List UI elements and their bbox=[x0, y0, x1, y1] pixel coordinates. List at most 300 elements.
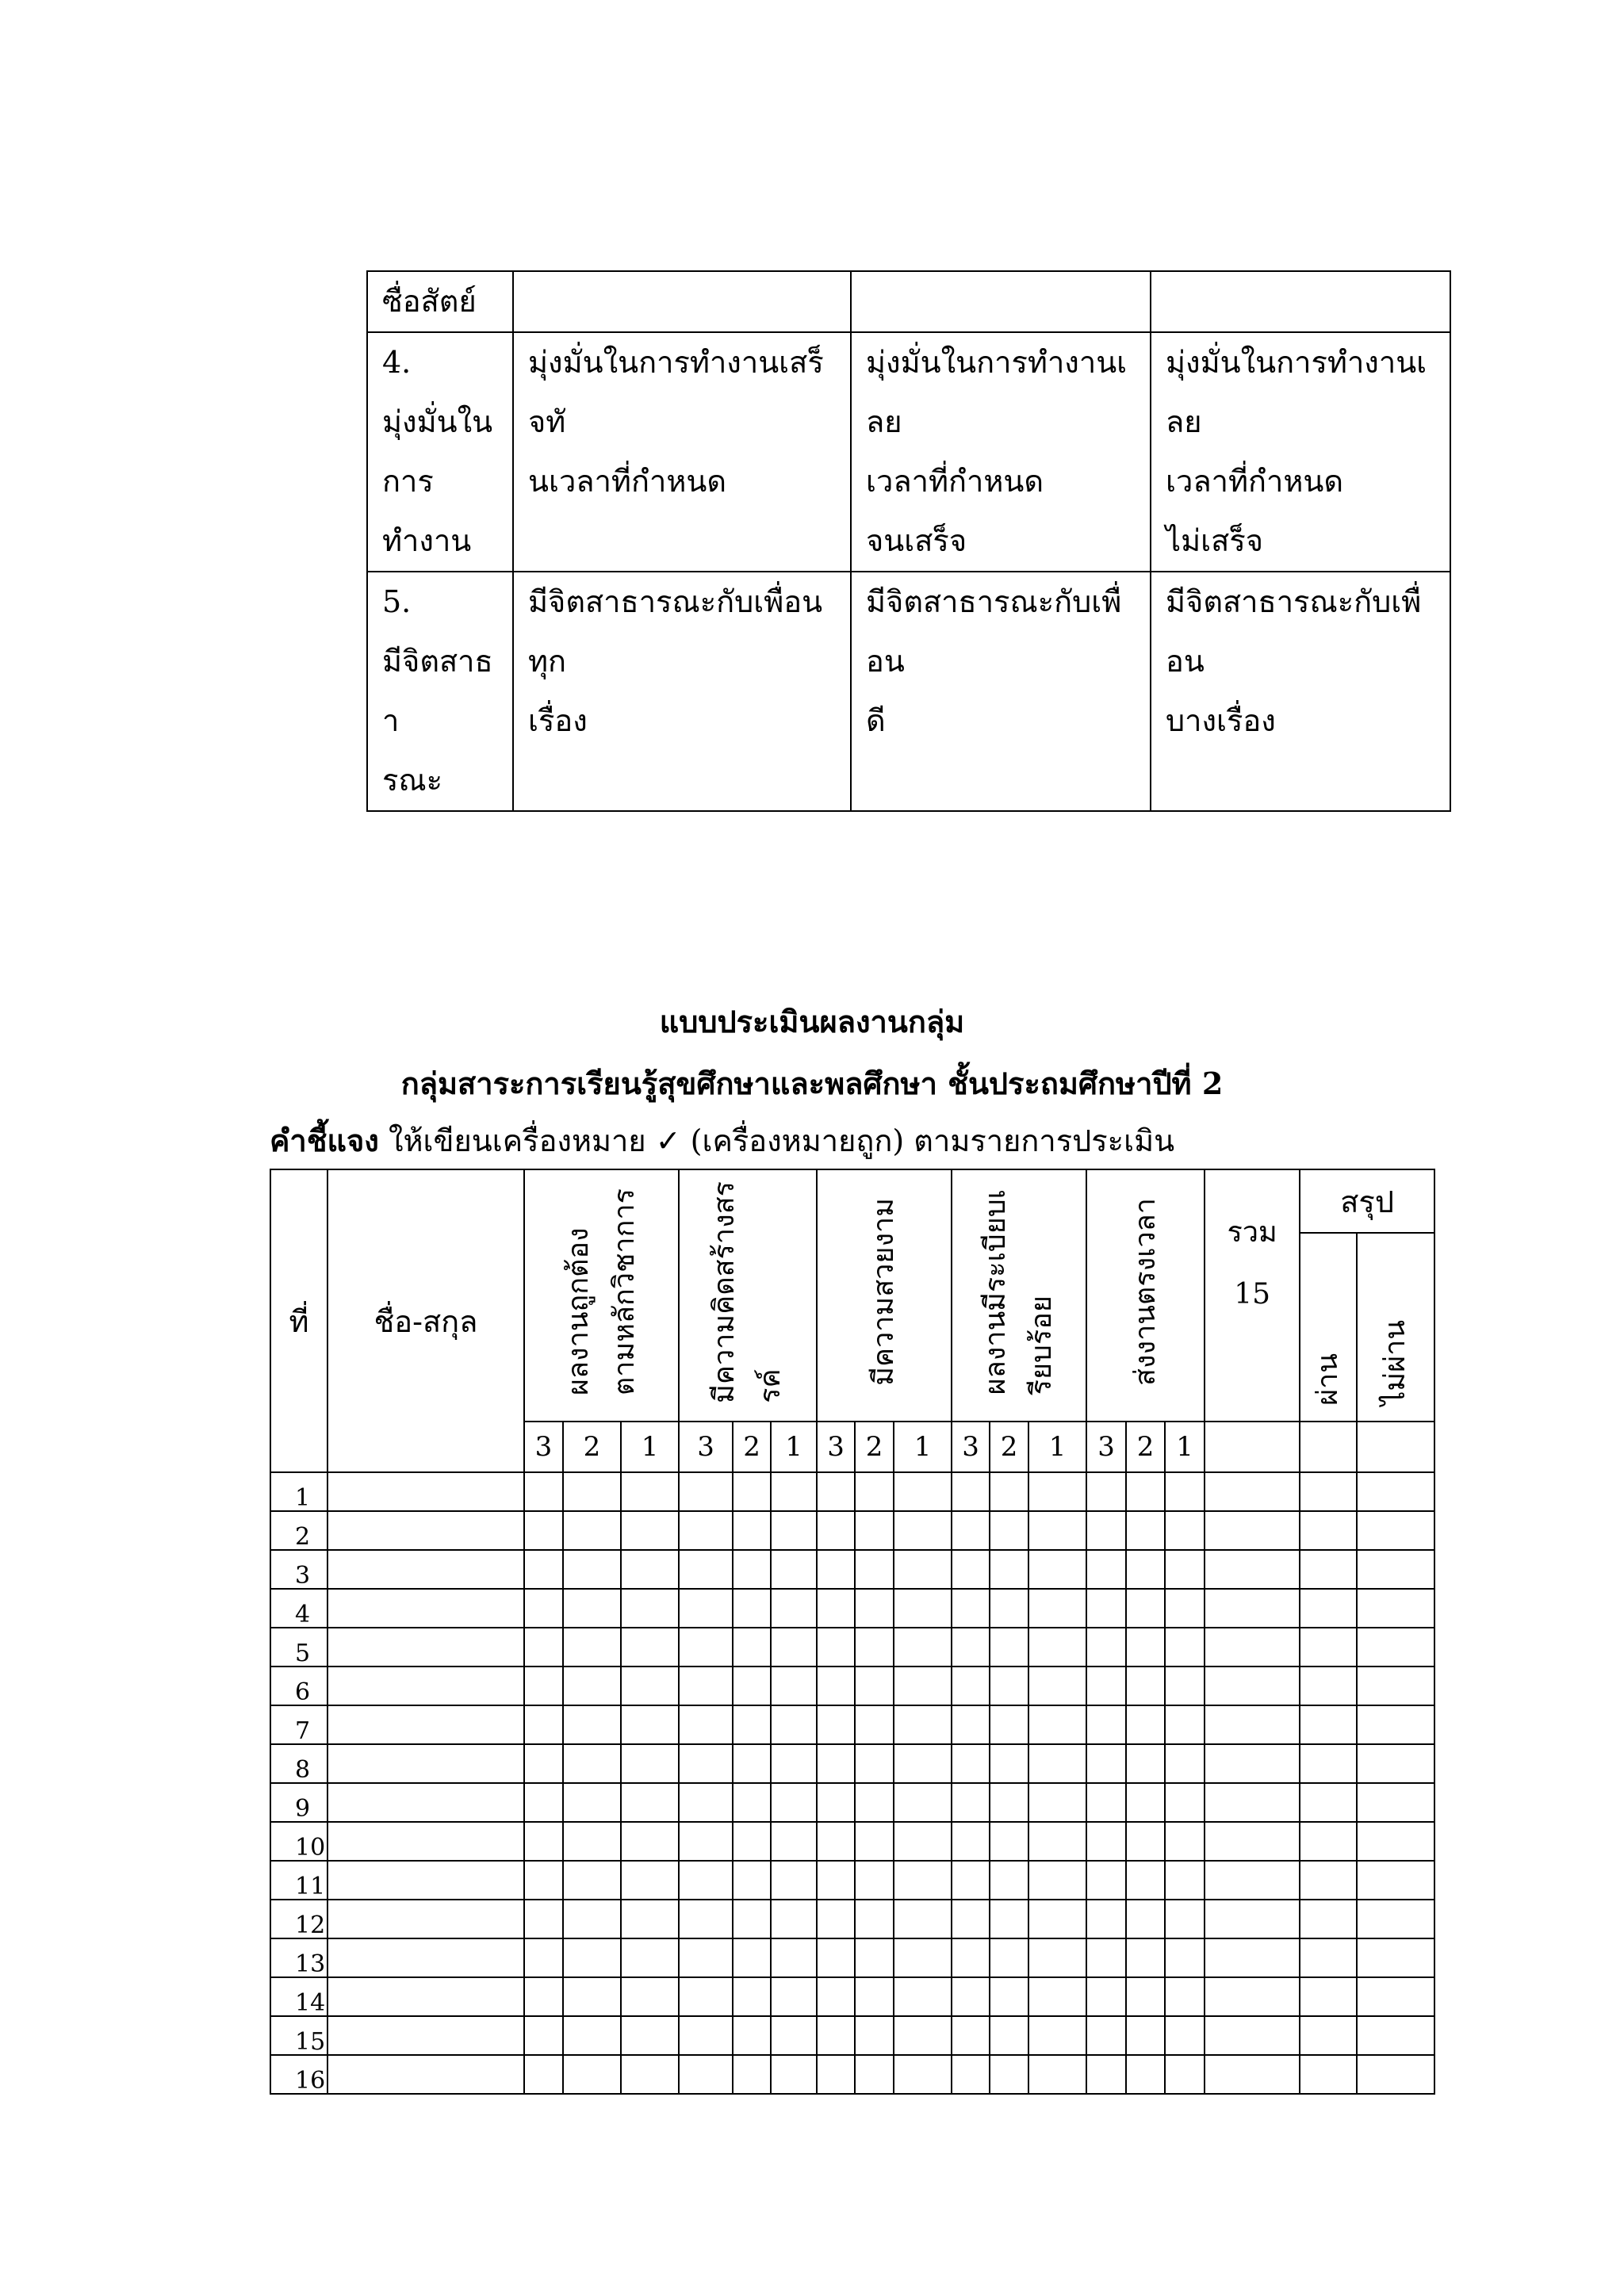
score-checkbox-cell[interactable] bbox=[679, 1705, 733, 1744]
score-checkbox-cell[interactable] bbox=[771, 1628, 817, 1667]
pass-cell[interactable] bbox=[1300, 1589, 1357, 1628]
score-checkbox-cell[interactable] bbox=[855, 1744, 894, 1783]
score-checkbox-cell[interactable] bbox=[894, 1705, 952, 1744]
score-checkbox-cell[interactable] bbox=[733, 1550, 771, 1589]
score-checkbox-cell[interactable] bbox=[855, 1628, 894, 1667]
score-checkbox-cell[interactable] bbox=[1165, 2055, 1205, 2094]
pass-cell[interactable] bbox=[1300, 1900, 1357, 1938]
total-cell[interactable] bbox=[1205, 1861, 1300, 1900]
fail-cell[interactable] bbox=[1357, 1589, 1434, 1628]
score-checkbox-cell[interactable] bbox=[817, 1977, 855, 2016]
score-checkbox-cell[interactable] bbox=[563, 1589, 621, 1628]
score-checkbox-cell[interactable] bbox=[679, 1589, 733, 1628]
score-checkbox-cell[interactable] bbox=[524, 1783, 563, 1822]
score-checkbox-cell[interactable] bbox=[1126, 1822, 1165, 1861]
score-checkbox-cell[interactable] bbox=[952, 1938, 990, 1977]
score-checkbox-cell[interactable] bbox=[855, 1705, 894, 1744]
score-checkbox-cell[interactable] bbox=[1165, 1744, 1205, 1783]
score-checkbox-cell[interactable] bbox=[733, 2016, 771, 2055]
score-checkbox-cell[interactable] bbox=[733, 1472, 771, 1511]
score-checkbox-cell[interactable] bbox=[733, 1977, 771, 2016]
score-checkbox-cell[interactable] bbox=[894, 1667, 952, 1705]
score-checkbox-cell[interactable] bbox=[733, 1589, 771, 1628]
score-checkbox-cell[interactable] bbox=[817, 2016, 855, 2055]
score-checkbox-cell[interactable] bbox=[1086, 1628, 1126, 1667]
score-checkbox-cell[interactable] bbox=[1028, 1822, 1086, 1861]
total-cell[interactable] bbox=[1205, 1667, 1300, 1705]
score-checkbox-cell[interactable] bbox=[771, 1511, 817, 1550]
score-checkbox-cell[interactable] bbox=[1126, 1783, 1165, 1822]
score-checkbox-cell[interactable] bbox=[771, 1822, 817, 1861]
score-checkbox-cell[interactable] bbox=[679, 1783, 733, 1822]
total-cell[interactable] bbox=[1205, 1472, 1300, 1511]
score-checkbox-cell[interactable] bbox=[1126, 1977, 1165, 2016]
score-checkbox-cell[interactable] bbox=[817, 1900, 855, 1938]
score-checkbox-cell[interactable] bbox=[990, 1589, 1028, 1628]
fail-cell[interactable] bbox=[1357, 1938, 1434, 1977]
score-checkbox-cell[interactable] bbox=[524, 1511, 563, 1550]
score-checkbox-cell[interactable] bbox=[679, 1511, 733, 1550]
score-checkbox-cell[interactable] bbox=[679, 1938, 733, 1977]
score-checkbox-cell[interactable] bbox=[563, 1550, 621, 1589]
score-checkbox-cell[interactable] bbox=[894, 2016, 952, 2055]
score-checkbox-cell[interactable] bbox=[1028, 1861, 1086, 1900]
fail-cell[interactable] bbox=[1357, 1472, 1434, 1511]
score-checkbox-cell[interactable] bbox=[894, 1589, 952, 1628]
total-cell[interactable] bbox=[1205, 1744, 1300, 1783]
score-checkbox-cell[interactable] bbox=[524, 1628, 563, 1667]
score-checkbox-cell[interactable] bbox=[679, 1472, 733, 1511]
score-checkbox-cell[interactable] bbox=[952, 1744, 990, 1783]
score-checkbox-cell[interactable] bbox=[1028, 1667, 1086, 1705]
score-checkbox-cell[interactable] bbox=[894, 1900, 952, 1938]
score-checkbox-cell[interactable] bbox=[563, 1977, 621, 2016]
score-checkbox-cell[interactable] bbox=[771, 1472, 817, 1511]
score-checkbox-cell[interactable] bbox=[733, 1667, 771, 1705]
pass-cell[interactable] bbox=[1300, 1667, 1357, 1705]
score-checkbox-cell[interactable] bbox=[733, 1744, 771, 1783]
score-checkbox-cell[interactable] bbox=[894, 1938, 952, 1977]
score-checkbox-cell[interactable] bbox=[1086, 1822, 1126, 1861]
score-checkbox-cell[interactable] bbox=[855, 1900, 894, 1938]
score-checkbox-cell[interactable] bbox=[1028, 2016, 1086, 2055]
score-checkbox-cell[interactable] bbox=[990, 1744, 1028, 1783]
fail-cell[interactable] bbox=[1357, 1977, 1434, 2016]
score-checkbox-cell[interactable] bbox=[952, 1783, 990, 1822]
score-checkbox-cell[interactable] bbox=[563, 2055, 621, 2094]
score-checkbox-cell[interactable] bbox=[1028, 1705, 1086, 1744]
score-checkbox-cell[interactable] bbox=[733, 1705, 771, 1744]
score-checkbox-cell[interactable] bbox=[563, 1783, 621, 1822]
fail-cell[interactable] bbox=[1357, 1628, 1434, 1667]
score-checkbox-cell[interactable] bbox=[563, 1861, 621, 1900]
score-checkbox-cell[interactable] bbox=[771, 1589, 817, 1628]
score-checkbox-cell[interactable] bbox=[1165, 1511, 1205, 1550]
pass-cell[interactable] bbox=[1300, 1938, 1357, 1977]
score-checkbox-cell[interactable] bbox=[894, 1472, 952, 1511]
score-checkbox-cell[interactable] bbox=[990, 1705, 1028, 1744]
total-cell[interactable] bbox=[1205, 1589, 1300, 1628]
student-name-cell[interactable] bbox=[327, 1628, 524, 1667]
total-cell[interactable] bbox=[1205, 1822, 1300, 1861]
score-checkbox-cell[interactable] bbox=[733, 1628, 771, 1667]
score-checkbox-cell[interactable] bbox=[1126, 1900, 1165, 1938]
score-checkbox-cell[interactable] bbox=[817, 2055, 855, 2094]
score-checkbox-cell[interactable] bbox=[1028, 1511, 1086, 1550]
score-checkbox-cell[interactable] bbox=[855, 1938, 894, 1977]
score-checkbox-cell[interactable] bbox=[990, 2055, 1028, 2094]
pass-cell[interactable] bbox=[1300, 1977, 1357, 2016]
score-checkbox-cell[interactable] bbox=[855, 1550, 894, 1589]
score-checkbox-cell[interactable] bbox=[817, 1705, 855, 1744]
score-checkbox-cell[interactable] bbox=[817, 1744, 855, 1783]
score-checkbox-cell[interactable] bbox=[771, 1667, 817, 1705]
score-checkbox-cell[interactable] bbox=[563, 1705, 621, 1744]
fail-cell[interactable] bbox=[1357, 1783, 1434, 1822]
pass-cell[interactable] bbox=[1300, 1472, 1357, 1511]
student-name-cell[interactable] bbox=[327, 1589, 524, 1628]
score-checkbox-cell[interactable] bbox=[524, 1744, 563, 1783]
score-checkbox-cell[interactable] bbox=[563, 1472, 621, 1511]
score-checkbox-cell[interactable] bbox=[855, 1822, 894, 1861]
fail-cell[interactable] bbox=[1357, 1861, 1434, 1900]
score-checkbox-cell[interactable] bbox=[1165, 1589, 1205, 1628]
score-checkbox-cell[interactable] bbox=[894, 1511, 952, 1550]
score-checkbox-cell[interactable] bbox=[1086, 1938, 1126, 1977]
score-checkbox-cell[interactable] bbox=[621, 1511, 679, 1550]
score-checkbox-cell[interactable] bbox=[1165, 1822, 1205, 1861]
fail-cell[interactable] bbox=[1357, 1667, 1434, 1705]
pass-cell[interactable] bbox=[1300, 1744, 1357, 1783]
score-checkbox-cell[interactable] bbox=[1028, 1783, 1086, 1822]
score-checkbox-cell[interactable] bbox=[894, 1822, 952, 1861]
score-checkbox-cell[interactable] bbox=[1126, 2055, 1165, 2094]
score-checkbox-cell[interactable] bbox=[894, 1783, 952, 1822]
score-checkbox-cell[interactable] bbox=[563, 1628, 621, 1667]
student-name-cell[interactable] bbox=[327, 1822, 524, 1861]
pass-cell[interactable] bbox=[1300, 2016, 1357, 2055]
score-checkbox-cell[interactable] bbox=[1165, 1783, 1205, 1822]
score-checkbox-cell[interactable] bbox=[1086, 1977, 1126, 2016]
score-checkbox-cell[interactable] bbox=[990, 1472, 1028, 1511]
score-checkbox-cell[interactable] bbox=[1126, 2016, 1165, 2055]
score-checkbox-cell[interactable] bbox=[524, 1589, 563, 1628]
score-checkbox-cell[interactable] bbox=[990, 1822, 1028, 1861]
score-checkbox-cell[interactable] bbox=[1165, 1550, 1205, 1589]
score-checkbox-cell[interactable] bbox=[1086, 1550, 1126, 1589]
total-cell[interactable] bbox=[1205, 1977, 1300, 2016]
score-checkbox-cell[interactable] bbox=[1126, 1589, 1165, 1628]
score-checkbox-cell[interactable] bbox=[771, 1550, 817, 1589]
score-checkbox-cell[interactable] bbox=[817, 1822, 855, 1861]
score-checkbox-cell[interactable] bbox=[524, 1705, 563, 1744]
score-checkbox-cell[interactable] bbox=[817, 1667, 855, 1705]
fail-cell[interactable] bbox=[1357, 1550, 1434, 1589]
score-checkbox-cell[interactable] bbox=[621, 1744, 679, 1783]
score-checkbox-cell[interactable] bbox=[771, 1744, 817, 1783]
score-checkbox-cell[interactable] bbox=[855, 1783, 894, 1822]
score-checkbox-cell[interactable] bbox=[679, 2055, 733, 2094]
score-checkbox-cell[interactable] bbox=[1126, 1472, 1165, 1511]
score-checkbox-cell[interactable] bbox=[1126, 1861, 1165, 1900]
score-checkbox-cell[interactable] bbox=[1086, 1705, 1126, 1744]
score-checkbox-cell[interactable] bbox=[952, 1589, 990, 1628]
score-checkbox-cell[interactable] bbox=[679, 1977, 733, 2016]
score-checkbox-cell[interactable] bbox=[990, 1861, 1028, 1900]
score-checkbox-cell[interactable] bbox=[1028, 1900, 1086, 1938]
score-checkbox-cell[interactable] bbox=[563, 1938, 621, 1977]
score-checkbox-cell[interactable] bbox=[1165, 1628, 1205, 1667]
total-cell[interactable] bbox=[1205, 2055, 1300, 2094]
score-checkbox-cell[interactable] bbox=[1165, 1861, 1205, 1900]
score-checkbox-cell[interactable] bbox=[990, 1900, 1028, 1938]
fail-cell[interactable] bbox=[1357, 1744, 1434, 1783]
score-checkbox-cell[interactable] bbox=[524, 2016, 563, 2055]
total-cell[interactable] bbox=[1205, 1900, 1300, 1938]
score-checkbox-cell[interactable] bbox=[1165, 1900, 1205, 1938]
pass-cell[interactable] bbox=[1300, 2055, 1357, 2094]
score-checkbox-cell[interactable] bbox=[1086, 1861, 1126, 1900]
score-checkbox-cell[interactable] bbox=[952, 1705, 990, 1744]
student-name-cell[interactable] bbox=[327, 1900, 524, 1938]
pass-cell[interactable] bbox=[1300, 1511, 1357, 1550]
score-checkbox-cell[interactable] bbox=[1126, 1938, 1165, 1977]
score-checkbox-cell[interactable] bbox=[952, 1472, 990, 1511]
score-checkbox-cell[interactable] bbox=[733, 1783, 771, 1822]
score-checkbox-cell[interactable] bbox=[563, 1900, 621, 1938]
score-checkbox-cell[interactable] bbox=[817, 1783, 855, 1822]
score-checkbox-cell[interactable] bbox=[952, 2016, 990, 2055]
student-name-cell[interactable] bbox=[327, 1705, 524, 1744]
score-checkbox-cell[interactable] bbox=[733, 1822, 771, 1861]
score-checkbox-cell[interactable] bbox=[952, 1977, 990, 2016]
score-checkbox-cell[interactable] bbox=[733, 1511, 771, 1550]
score-checkbox-cell[interactable] bbox=[1086, 1667, 1126, 1705]
score-checkbox-cell[interactable] bbox=[524, 2055, 563, 2094]
score-checkbox-cell[interactable] bbox=[771, 1705, 817, 1744]
score-checkbox-cell[interactable] bbox=[771, 1783, 817, 1822]
score-checkbox-cell[interactable] bbox=[563, 1667, 621, 1705]
score-checkbox-cell[interactable] bbox=[990, 1667, 1028, 1705]
score-checkbox-cell[interactable] bbox=[990, 1783, 1028, 1822]
score-checkbox-cell[interactable] bbox=[771, 1900, 817, 1938]
score-checkbox-cell[interactable] bbox=[771, 2055, 817, 2094]
score-checkbox-cell[interactable] bbox=[855, 1977, 894, 2016]
score-checkbox-cell[interactable] bbox=[1086, 1589, 1126, 1628]
score-checkbox-cell[interactable] bbox=[855, 1861, 894, 1900]
score-checkbox-cell[interactable] bbox=[524, 1550, 563, 1589]
pass-cell[interactable] bbox=[1300, 1628, 1357, 1667]
score-checkbox-cell[interactable] bbox=[817, 1938, 855, 1977]
score-checkbox-cell[interactable] bbox=[733, 1861, 771, 1900]
score-checkbox-cell[interactable] bbox=[952, 1511, 990, 1550]
student-name-cell[interactable] bbox=[327, 1511, 524, 1550]
score-checkbox-cell[interactable] bbox=[524, 1822, 563, 1861]
score-checkbox-cell[interactable] bbox=[621, 1822, 679, 1861]
score-checkbox-cell[interactable] bbox=[855, 1472, 894, 1511]
score-checkbox-cell[interactable] bbox=[894, 1628, 952, 1667]
score-checkbox-cell[interactable] bbox=[563, 1744, 621, 1783]
score-checkbox-cell[interactable] bbox=[1126, 1511, 1165, 1550]
score-checkbox-cell[interactable] bbox=[733, 2055, 771, 2094]
score-checkbox-cell[interactable] bbox=[621, 1550, 679, 1589]
score-checkbox-cell[interactable] bbox=[621, 1705, 679, 1744]
score-checkbox-cell[interactable] bbox=[679, 1550, 733, 1589]
score-checkbox-cell[interactable] bbox=[679, 1900, 733, 1938]
score-checkbox-cell[interactable] bbox=[952, 1550, 990, 1589]
score-checkbox-cell[interactable] bbox=[1086, 2016, 1126, 2055]
score-checkbox-cell[interactable] bbox=[952, 2055, 990, 2094]
score-checkbox-cell[interactable] bbox=[524, 1900, 563, 1938]
score-checkbox-cell[interactable] bbox=[621, 1861, 679, 1900]
score-checkbox-cell[interactable] bbox=[679, 1861, 733, 1900]
score-checkbox-cell[interactable] bbox=[524, 1861, 563, 1900]
score-checkbox-cell[interactable] bbox=[679, 1667, 733, 1705]
score-checkbox-cell[interactable] bbox=[855, 2016, 894, 2055]
score-checkbox-cell[interactable] bbox=[1165, 1705, 1205, 1744]
score-checkbox-cell[interactable] bbox=[1126, 1744, 1165, 1783]
score-checkbox-cell[interactable] bbox=[621, 1667, 679, 1705]
score-checkbox-cell[interactable] bbox=[621, 2016, 679, 2055]
score-checkbox-cell[interactable] bbox=[894, 2055, 952, 2094]
pass-cell[interactable] bbox=[1300, 1550, 1357, 1589]
score-checkbox-cell[interactable] bbox=[621, 1589, 679, 1628]
student-name-cell[interactable] bbox=[327, 2016, 524, 2055]
score-checkbox-cell[interactable] bbox=[855, 2055, 894, 2094]
score-checkbox-cell[interactable] bbox=[990, 2016, 1028, 2055]
score-checkbox-cell[interactable] bbox=[1126, 1628, 1165, 1667]
score-checkbox-cell[interactable] bbox=[1086, 1511, 1126, 1550]
student-name-cell[interactable] bbox=[327, 1861, 524, 1900]
score-checkbox-cell[interactable] bbox=[894, 1744, 952, 1783]
score-checkbox-cell[interactable] bbox=[817, 1511, 855, 1550]
score-checkbox-cell[interactable] bbox=[1028, 1628, 1086, 1667]
total-cell[interactable] bbox=[1205, 2016, 1300, 2055]
score-checkbox-cell[interactable] bbox=[952, 1822, 990, 1861]
score-checkbox-cell[interactable] bbox=[1086, 1472, 1126, 1511]
score-checkbox-cell[interactable] bbox=[563, 1822, 621, 1861]
student-name-cell[interactable] bbox=[327, 1472, 524, 1511]
pass-cell[interactable] bbox=[1300, 1783, 1357, 1822]
total-cell[interactable] bbox=[1205, 1938, 1300, 1977]
score-checkbox-cell[interactable] bbox=[952, 1667, 990, 1705]
fail-cell[interactable] bbox=[1357, 2016, 1434, 2055]
student-name-cell[interactable] bbox=[327, 1977, 524, 2016]
student-name-cell[interactable] bbox=[327, 1550, 524, 1589]
score-checkbox-cell[interactable] bbox=[894, 1861, 952, 1900]
score-checkbox-cell[interactable] bbox=[1126, 1550, 1165, 1589]
score-checkbox-cell[interactable] bbox=[855, 1511, 894, 1550]
score-checkbox-cell[interactable] bbox=[1165, 1977, 1205, 2016]
score-checkbox-cell[interactable] bbox=[817, 1589, 855, 1628]
score-checkbox-cell[interactable] bbox=[990, 1628, 1028, 1667]
score-checkbox-cell[interactable] bbox=[1028, 1938, 1086, 1977]
score-checkbox-cell[interactable] bbox=[1165, 2016, 1205, 2055]
score-checkbox-cell[interactable] bbox=[990, 1511, 1028, 1550]
score-checkbox-cell[interactable] bbox=[733, 1938, 771, 1977]
student-name-cell[interactable] bbox=[327, 1744, 524, 1783]
score-checkbox-cell[interactable] bbox=[524, 1977, 563, 2016]
score-checkbox-cell[interactable] bbox=[990, 1977, 1028, 2016]
fail-cell[interactable] bbox=[1357, 2055, 1434, 2094]
score-checkbox-cell[interactable] bbox=[1165, 1667, 1205, 1705]
score-checkbox-cell[interactable] bbox=[524, 1472, 563, 1511]
score-checkbox-cell[interactable] bbox=[855, 1667, 894, 1705]
score-checkbox-cell[interactable] bbox=[771, 1977, 817, 2016]
score-checkbox-cell[interactable] bbox=[952, 1900, 990, 1938]
score-checkbox-cell[interactable] bbox=[563, 2016, 621, 2055]
score-checkbox-cell[interactable] bbox=[817, 1628, 855, 1667]
score-checkbox-cell[interactable] bbox=[679, 1628, 733, 1667]
total-cell[interactable] bbox=[1205, 1511, 1300, 1550]
fail-cell[interactable] bbox=[1357, 1822, 1434, 1861]
score-checkbox-cell[interactable] bbox=[1086, 1744, 1126, 1783]
score-checkbox-cell[interactable] bbox=[771, 1938, 817, 1977]
score-checkbox-cell[interactable] bbox=[817, 1861, 855, 1900]
score-checkbox-cell[interactable] bbox=[1028, 1744, 1086, 1783]
score-checkbox-cell[interactable] bbox=[1165, 1472, 1205, 1511]
score-checkbox-cell[interactable] bbox=[621, 1472, 679, 1511]
fail-cell[interactable] bbox=[1357, 1511, 1434, 1550]
score-checkbox-cell[interactable] bbox=[1165, 1938, 1205, 1977]
score-checkbox-cell[interactable] bbox=[855, 1589, 894, 1628]
score-checkbox-cell[interactable] bbox=[621, 1628, 679, 1667]
score-checkbox-cell[interactable] bbox=[1086, 1900, 1126, 1938]
score-checkbox-cell[interactable] bbox=[1028, 1977, 1086, 2016]
score-checkbox-cell[interactable] bbox=[621, 2055, 679, 2094]
pass-cell[interactable] bbox=[1300, 1705, 1357, 1744]
student-name-cell[interactable] bbox=[327, 1667, 524, 1705]
score-checkbox-cell[interactable] bbox=[1126, 1667, 1165, 1705]
score-checkbox-cell[interactable] bbox=[894, 1977, 952, 2016]
score-checkbox-cell[interactable] bbox=[894, 1550, 952, 1589]
total-cell[interactable] bbox=[1205, 1783, 1300, 1822]
score-checkbox-cell[interactable] bbox=[621, 1783, 679, 1822]
score-checkbox-cell[interactable] bbox=[621, 1977, 679, 2016]
score-checkbox-cell[interactable] bbox=[1028, 1472, 1086, 1511]
score-checkbox-cell[interactable] bbox=[1028, 1550, 1086, 1589]
score-checkbox-cell[interactable] bbox=[524, 1667, 563, 1705]
score-checkbox-cell[interactable] bbox=[679, 2016, 733, 2055]
score-checkbox-cell[interactable] bbox=[1086, 2055, 1126, 2094]
student-name-cell[interactable] bbox=[327, 1938, 524, 1977]
student-name-cell[interactable] bbox=[327, 1783, 524, 1822]
score-checkbox-cell[interactable] bbox=[817, 1550, 855, 1589]
total-cell[interactable] bbox=[1205, 1550, 1300, 1589]
score-checkbox-cell[interactable] bbox=[952, 1861, 990, 1900]
total-cell[interactable] bbox=[1205, 1705, 1300, 1744]
score-checkbox-cell[interactable] bbox=[1028, 2055, 1086, 2094]
score-checkbox-cell[interactable] bbox=[621, 1938, 679, 1977]
score-checkbox-cell[interactable] bbox=[990, 1938, 1028, 1977]
score-checkbox-cell[interactable] bbox=[1126, 1705, 1165, 1744]
total-cell[interactable] bbox=[1205, 1628, 1300, 1667]
pass-cell[interactable] bbox=[1300, 1861, 1357, 1900]
score-checkbox-cell[interactable] bbox=[1028, 1589, 1086, 1628]
score-checkbox-cell[interactable] bbox=[679, 1744, 733, 1783]
score-checkbox-cell[interactable] bbox=[952, 1628, 990, 1667]
score-checkbox-cell[interactable] bbox=[679, 1822, 733, 1861]
score-checkbox-cell[interactable] bbox=[817, 1472, 855, 1511]
score-checkbox-cell[interactable] bbox=[621, 1900, 679, 1938]
score-checkbox-cell[interactable] bbox=[524, 1938, 563, 1977]
student-name-cell[interactable] bbox=[327, 2055, 524, 2094]
score-checkbox-cell[interactable] bbox=[771, 1861, 817, 1900]
fail-cell[interactable] bbox=[1357, 1900, 1434, 1938]
score-checkbox-cell[interactable] bbox=[563, 1511, 621, 1550]
score-checkbox-cell[interactable] bbox=[733, 1900, 771, 1938]
score-checkbox-cell[interactable] bbox=[771, 2016, 817, 2055]
